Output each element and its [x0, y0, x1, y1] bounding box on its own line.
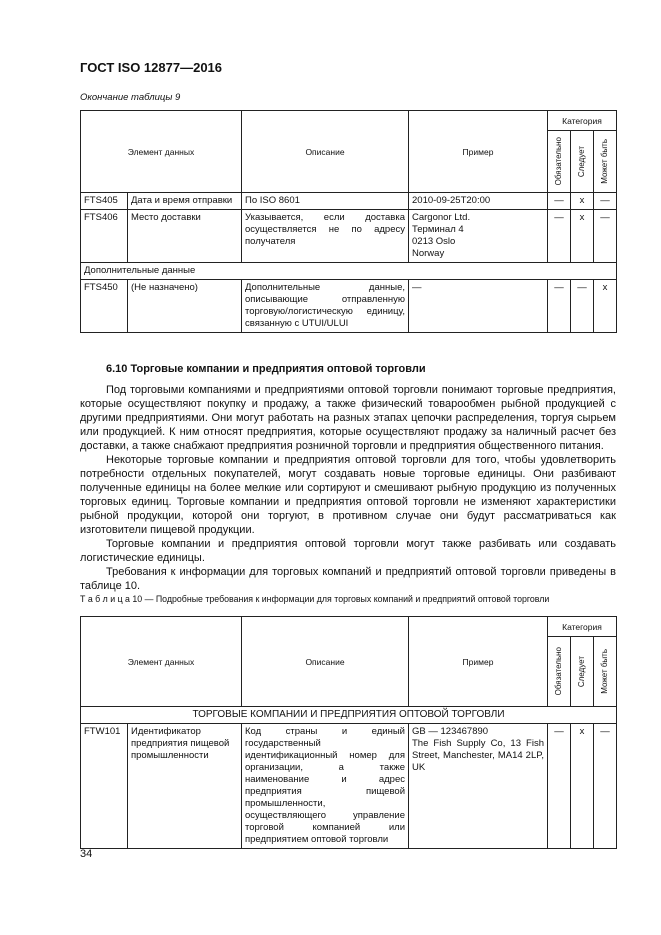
col-header-example: Пример: [409, 617, 548, 707]
table-row: FTS406 Место доставки Указывается, если доставка осуществляется не по адресу получателя Cargonor Ltd. Терминал 4 0213 Oslo Norway — x —: [81, 210, 617, 263]
paragraph: Некоторые торговые компании и предприятия оптовой торговли для того, чтобы удовлетворить потребности отдельных покупателей, могут создавать новые торговые единицы. Они разбивают полученные единицы на более мелкие или сортируют и смешивают рыбную продукцию из полученных торговых единиц. Торговые компании и предприятия оптовой торговли не изменяют характеристики рыбной продукции, которой они торгуют, в противном случае они будут рассматриваться как изготовители пищевой продукции.: [80, 454, 616, 536]
table-10: [80, 616, 617, 849]
col-header-description: Описание: [242, 111, 409, 193]
table-9: [80, 110, 617, 333]
cat-may-header: Может быть: [594, 131, 617, 193]
cat-mandatory-header: Обязательно: [548, 637, 571, 707]
col-header-example: Пример: [409, 111, 548, 193]
page-number: 34: [80, 848, 93, 860]
table-row: FTS405 Дата и время отправки По ISO 8601 2010-09-25T20:00 — x —: [81, 193, 617, 210]
paragraph: Требования к информации для торговых компаний и предприятий оптовой торговли приведены в таблице 10.: [80, 566, 616, 592]
paragraph: Под торговыми компаниями и предприятиями оптовой торговли понимают торговые предприятия, которые осуществляют покупку и продажу, а также физический товарообмен рыбной продукцией с другими предприятиями. Они могут работать на разных этапах цепочки распределения, торгуя сырьем или продукцией. К ним относят предприятия, которые осуществляют продажу за наличный расчет без доставки, а также снабжают предприятия розничной торговли и предприятия общественного питания.: [80, 384, 616, 452]
cat-mandatory-header: Обязательно: [548, 131, 571, 193]
table-9-continuation-caption: Окончание таблицы 9: [80, 92, 181, 103]
col-header-element: Элемент данных: [81, 617, 242, 707]
cat-may-header: Может быть: [594, 637, 617, 707]
table-10-caption: Т а б л и ц а 10 — Подробные требования к информации для торговых компаний и предприятий оптовой торговли: [80, 594, 550, 604]
table-section-row: ТОРГОВЫЕ КОМПАНИИ И ПРЕДПРИЯТИЯ ОПТОВОЙ ТОРГОВЛИ: [81, 707, 617, 724]
table-section-row: Дополнительные данные: [81, 263, 617, 280]
paragraph: Торговые компании и предприятия оптовой торговли могут также разбивать или создавать логистические единицы.: [80, 538, 616, 564]
table-row: FTW101 Идентификатор предприятия пищевой промышленности Код страны и единый государственный идентификационный номер для организации, а также наименование и адрес предприятия пищевой промышленности, осуществляющего управление торговой компанией или предприятием оптовой торговли GB — 123467890 The Fish Supply Co, 13 Fish Street, Manchester, MA14 2LP, UK — x —: [81, 724, 617, 849]
table-row: FTS450 (Не назначено) Дополнительные данные, описывающие отправленную торговую/логистическую единицу, связанную с UTUI/ULUI — — — x: [81, 280, 617, 333]
col-header-description: Описание: [242, 617, 409, 707]
section-heading: 6.10 Торговые компании и предприятия оптовой торговли: [106, 363, 426, 375]
col-header-element: Элемент данных: [81, 111, 242, 193]
document-title: ГОСТ ISO 12877—2016: [80, 60, 223, 75]
col-header-category: Категория: [548, 111, 617, 131]
cat-should-header: Следует: [571, 131, 594, 193]
col-header-category: Категория: [548, 617, 617, 637]
cat-should-header: Следует: [571, 637, 594, 707]
